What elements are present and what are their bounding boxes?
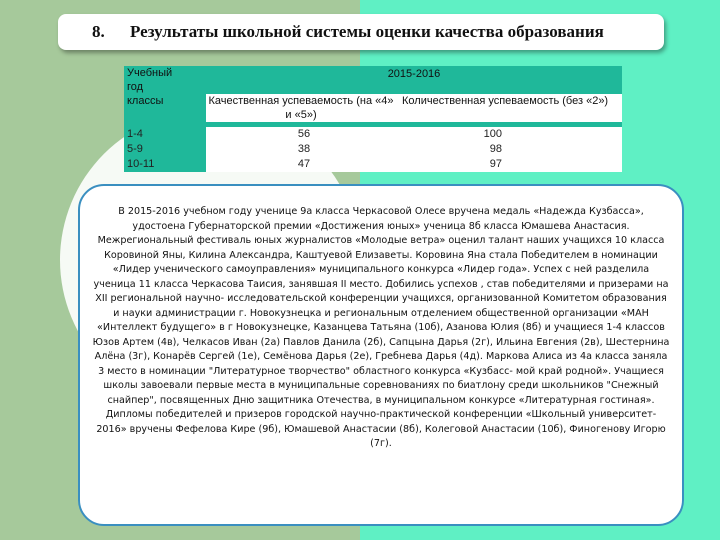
title-bar (58, 14, 664, 50)
row-quality-value: 38 (297, 142, 311, 155)
period-header-cell (206, 66, 622, 127)
quality-column-header: Качественная успеваемость (на «4» и «5») (206, 94, 396, 122)
quantity-column-header: Количественная успеваемость (без «2») (402, 95, 609, 107)
period-header: 2015-2016 (387, 68, 441, 80)
row-quality-value: 56 (297, 127, 311, 140)
table-row (124, 157, 622, 172)
classes-header: классы (127, 95, 164, 107)
year-header-cell (124, 66, 206, 127)
year-header: Учебный год (127, 67, 173, 93)
page-title: Результаты школьной системы оценки качества образования (130, 22, 604, 41)
row-classes-label: 1-4 (124, 127, 206, 142)
achievements-text: В 2015-2016 учебном году ученице 9а класса Черкасовой Олесе вручена медаль «Надежда Кузбасса», удостоена Губернаторской премии «Достижения юных» ученица 8б класса Юмашева Анастасия. Межрегиональный фестиваль юных журналистов «Молодые ветра» оценил талант наших учащихся 10 класса Коровиной Яны, Килина Александра, Каштуевой Елизаветы. Коровина Яна стала Победителем в номинации «Лидер ученического самоуправления» муниципального конкурса «Лидер года». Успех с ней разделила ученица 11 класса Черкасова Таисия, занявшая II место. Добились успехов , став победителями и призерами на XII региональной научно- исследовательской конференции учащихся, организованной Комитетом образования и науки администрации г. Новокузнецка и региональным отделением общественной организации «МАН «Интеллект будущего» в г Новокузнецке, Казанцева Татьяна (10б), Азанова Юлия (8б) и учащиеся 1-4 классов Юзов Артем (4в), Челкасов Иван (2а) Павлов Данила (2б), Сапцына Дарья (2г), Ильина Евгения (2в), Шестернина Алёна (3г), Конарёв Сергей (1е), Семёнова Дарья (2е), Гребнева Дарья (4д). Маркова Алиса из 4а класса заняла 3 место в номинации "Литературное творчество" областного конкурса «Кузбасс- мой край родной». Учащиеся школы завоевали первые места в муниципальные соревнованиях по биатлону среди школьников "Снежный снайпер", посвященных Дню защитника Отечества, в муниципальном конкурсе «Литературная гостиная». Дипломы победителей и призеров городской научно-практической конференции «Школьный университет- 2016» вручены Фефелова Кире (9б), Юмашевой Анастасии (8б), Колеговой Анастасии (10б), Финогенову Игорю (7г). (92, 206, 670, 449)
row-quantity-value: 100 (483, 127, 502, 140)
subheader-row (206, 94, 622, 122)
row-quantity-value: 97 (489, 157, 502, 170)
slide-number: 8. (92, 22, 105, 41)
row-classes-label: 10-11 (124, 157, 206, 172)
table-row (124, 127, 622, 142)
row-quantity-value: 98 (489, 142, 502, 155)
table-header-row (124, 66, 622, 127)
table-row (124, 142, 622, 157)
row-classes-label: 5-9 (124, 142, 206, 157)
row-quality-value: 47 (297, 157, 311, 170)
results-table (124, 66, 622, 172)
